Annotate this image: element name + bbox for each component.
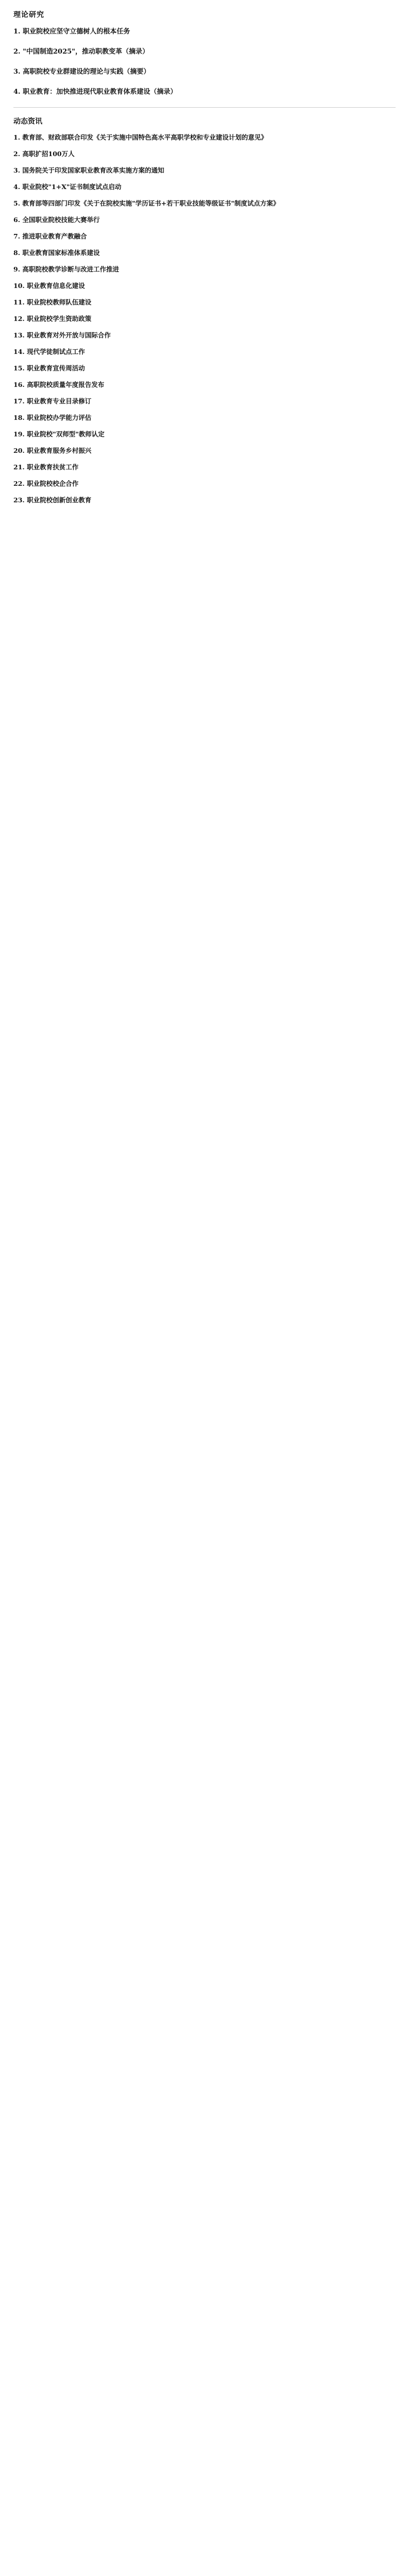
article-title: 1. 职业院校应坚守立德树人的根本任务 — [13, 28, 130, 36]
news-item-title: 22. 职业院校校企合作 — [13, 479, 79, 487]
news-item — [13, 495, 396, 505]
news-item-title: 1. 教育部、财政部联合印发《关于实施中国特色高水平高职学校和专业建设计划的意见》 — [13, 133, 268, 141]
news-item — [13, 215, 396, 225]
article-title: 4. 职业教育：加快推进现代职业教育体系建设（摘录） — [13, 88, 177, 96]
article-title: 2. "中国制造2025"，推动职教变革（摘录） — [13, 48, 149, 56]
news-item-title: 20. 职业教育服务乡村振兴 — [13, 446, 92, 454]
articles-container — [13, 27, 396, 97]
article — [13, 47, 396, 58]
news-item-title: 9. 高职院校教学诊断与改进工作推进 — [13, 265, 119, 273]
news-section-title: 动态资讯 — [13, 117, 42, 126]
article — [13, 27, 396, 38]
news-item-title: 23. 职业院校创新创业教育 — [13, 496, 92, 504]
news-item — [13, 462, 396, 472]
news-item-title: 4. 职业院校"1+X"证书制度试点启动 — [13, 182, 122, 191]
news-item — [13, 330, 396, 341]
news-item — [13, 479, 396, 489]
news-item-title: 18. 职业院校办学能力评估 — [13, 413, 92, 421]
article — [13, 87, 396, 98]
news-item — [13, 132, 396, 143]
news-item-title: 14. 现代学徒制试点工作 — [13, 347, 85, 355]
news-item — [13, 281, 396, 291]
news-list — [13, 132, 396, 505]
news-item — [13, 198, 396, 209]
news-item — [13, 149, 396, 159]
news-item — [13, 264, 396, 275]
news-item — [13, 446, 396, 456]
news-item — [13, 347, 396, 357]
news-item — [13, 396, 396, 406]
news-item-title: 10. 职业教育信息化建设 — [13, 281, 85, 290]
article-title: 3. 高职院校专业群建设的理论与实践（摘要） — [13, 67, 151, 76]
news-item — [13, 380, 396, 390]
section-divider — [13, 107, 396, 108]
news-item-title: 3. 国务院关于印发国家职业教育改革实施方案的通知 — [13, 166, 165, 174]
news-item-title: 13. 职业教育对外开放与国际合作 — [13, 331, 111, 339]
news-item-title: 2. 高职扩招100万人 — [13, 149, 75, 158]
news-item-title: 15. 职业教育宣传周活动 — [13, 364, 85, 372]
news-item-title: 21. 职业教育扶贫工作 — [13, 463, 79, 471]
news-item-title: 17. 职业教育专业目录修订 — [13, 397, 92, 405]
news-item — [13, 231, 396, 242]
news-item — [13, 314, 396, 324]
news-item-title: 16. 高职院校质量年度报告发布 — [13, 380, 105, 388]
news-item — [13, 248, 396, 258]
news-item-title: 5. 教育部等四部门印发《关于在院校实施"学历证书+若干职业技能等级证书"制度试点方案》 — [13, 199, 280, 207]
news-item-title: 12. 职业院校学生资助政策 — [13, 314, 92, 323]
news-item-title: 8. 职业教育国家标准体系建设 — [13, 248, 100, 257]
news-item — [13, 182, 396, 192]
news-item — [13, 363, 396, 374]
news-item-title: 7. 推进职业教育产教融合 — [13, 232, 87, 240]
news-item — [13, 165, 396, 176]
news-item — [13, 429, 396, 439]
news-item-title: 11. 职业院校教师队伍建设 — [13, 298, 92, 306]
news-item-title: 6. 全国职业院校技能大赛举行 — [13, 215, 100, 224]
news-item — [13, 413, 396, 423]
news-item — [13, 297, 396, 308]
article — [13, 67, 396, 78]
news-item-title: 19. 职业院校"双师型"教师认定 — [13, 430, 105, 438]
page-header-label: 理论研究 — [13, 11, 44, 19]
